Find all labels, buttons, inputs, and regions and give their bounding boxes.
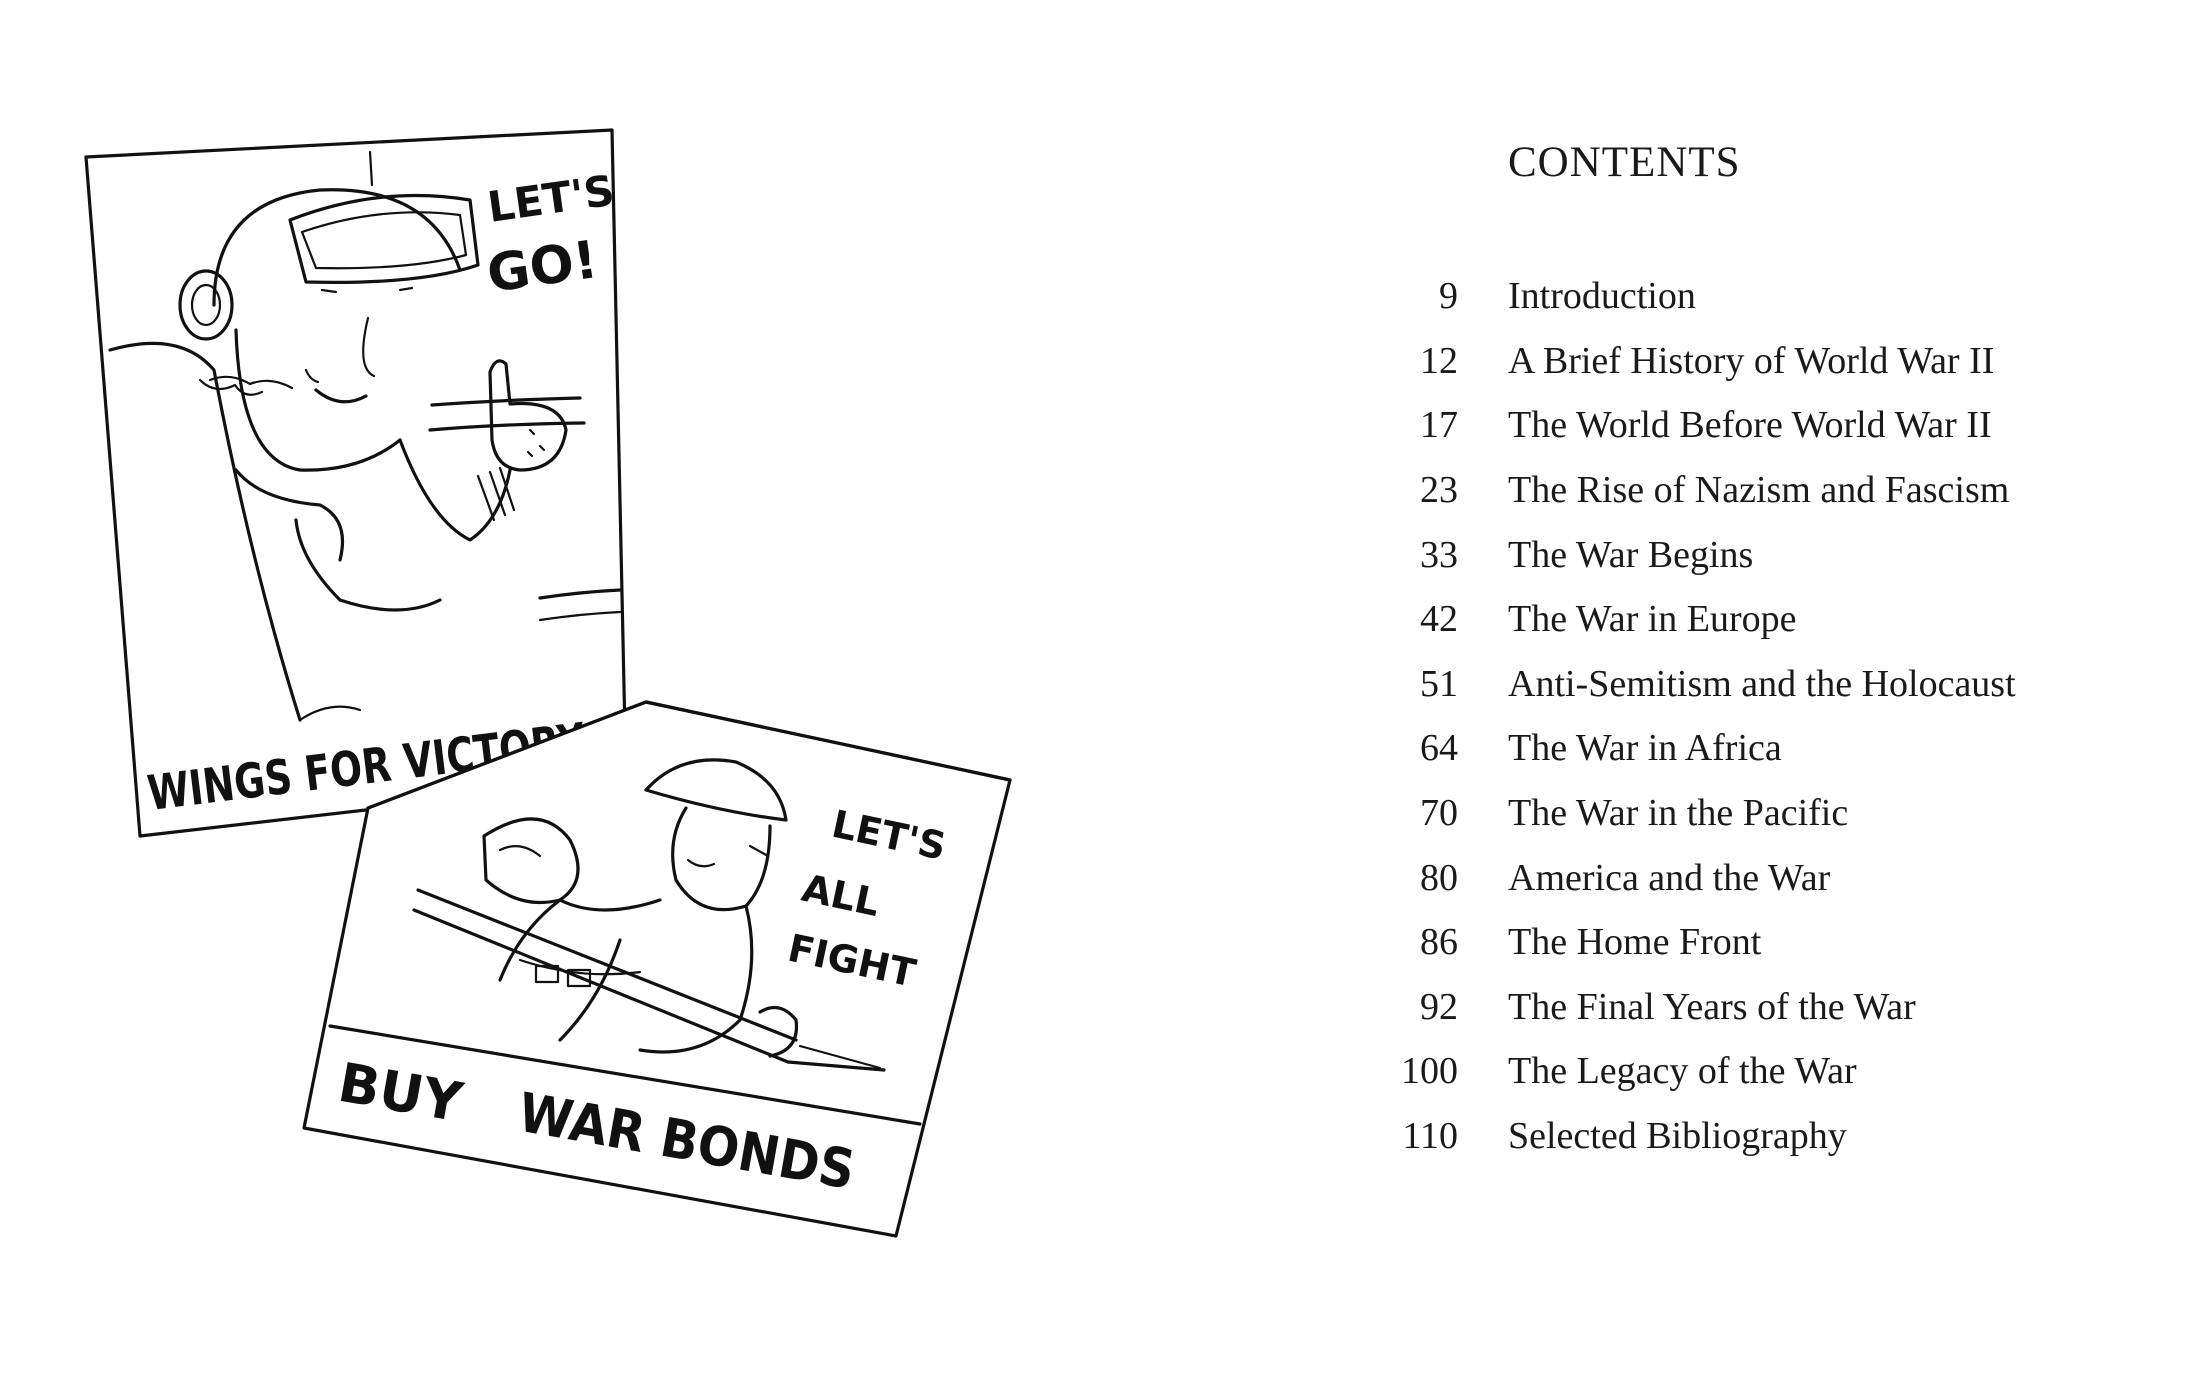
toc-entry (1380, 393, 2016, 458)
toc-entry (1380, 1039, 2016, 1104)
toc-entry (1380, 716, 2016, 781)
toc-entry-title: The War in the Pacific (1508, 792, 1849, 835)
toc-entry-title: The Legacy of the War (1508, 1050, 1857, 1093)
toc-page-number: 42 (1420, 598, 1458, 641)
toc-entry (1380, 910, 2016, 975)
poster-slogan-line1: LET'S (828, 801, 950, 869)
toc-entry-title: The Rise of Nazism and Fascism (1508, 469, 2010, 512)
toc-entry-title: Introduction (1508, 275, 1696, 318)
toc-entry-title: Selected Bibliography (1508, 1115, 1847, 1158)
toc-page-number: 92 (1420, 985, 1458, 1028)
toc-entry-title: The War Begins (1508, 533, 1754, 576)
toc-entry-title: The Final Years of the War (1508, 985, 1916, 1028)
toc-entry (1380, 975, 2016, 1040)
toc-page-number: 9 (1439, 275, 1458, 318)
toc-page-number: 64 (1420, 727, 1458, 770)
toc-entry-title: The War in Europe (1508, 598, 1797, 641)
toc-page-number: 51 (1420, 662, 1458, 705)
toc-page-number: 33 (1420, 533, 1458, 576)
toc-page-number: 70 (1420, 792, 1458, 835)
toc-entry-title: Anti-Semitism and the Holocaust (1508, 662, 2016, 705)
toc-page-number: 100 (1401, 1050, 1458, 1093)
toc-entry-title: A Brief History of World War II (1508, 339, 1995, 382)
poster-slogan-line2: ALL (798, 865, 884, 925)
poster-banner-war-bonds: WAR BONDS (513, 1080, 895, 1208)
toc-page-number: 23 (1420, 469, 1458, 512)
poster-slogan-top: LET'S (484, 165, 618, 232)
toc-entry-title: The Home Front (1508, 921, 1762, 964)
toc-entry (1380, 845, 2016, 910)
toc-entry (1380, 587, 2016, 652)
wings-for-victory-poster (86, 130, 710, 836)
toc-page-number: 12 (1420, 339, 1458, 382)
toc-entry-title: The War in Africa (1508, 727, 1782, 770)
poster-banner-buy: BUY (333, 1050, 467, 1135)
toc-entry (1380, 652, 2016, 717)
toc-entry (1380, 264, 2016, 329)
contents-heading: CONTENTS (1508, 139, 1741, 186)
toc-entry (1380, 1104, 2016, 1169)
poster-slogan-line3: FIGHT (784, 925, 920, 996)
toc-entry-title: The World Before World War II (1508, 404, 1992, 447)
toc-entry (1380, 781, 2016, 846)
poster-banner-wings: WINGS FOR VICTORY (144, 697, 710, 822)
toc-entry (1380, 329, 2016, 394)
toc-entry-title: America and the War (1508, 856, 1831, 899)
table-of-contents (1380, 264, 2016, 1168)
toc-page-number: 110 (1402, 1115, 1458, 1158)
toc-page-number: 86 (1420, 921, 1458, 964)
toc-page-number: 80 (1420, 856, 1458, 899)
toc-entry (1380, 458, 2016, 523)
poster-slogan-bottom: GO! (483, 230, 602, 305)
toc-page-number: 17 (1420, 404, 1458, 447)
toc-entry (1380, 522, 2016, 587)
